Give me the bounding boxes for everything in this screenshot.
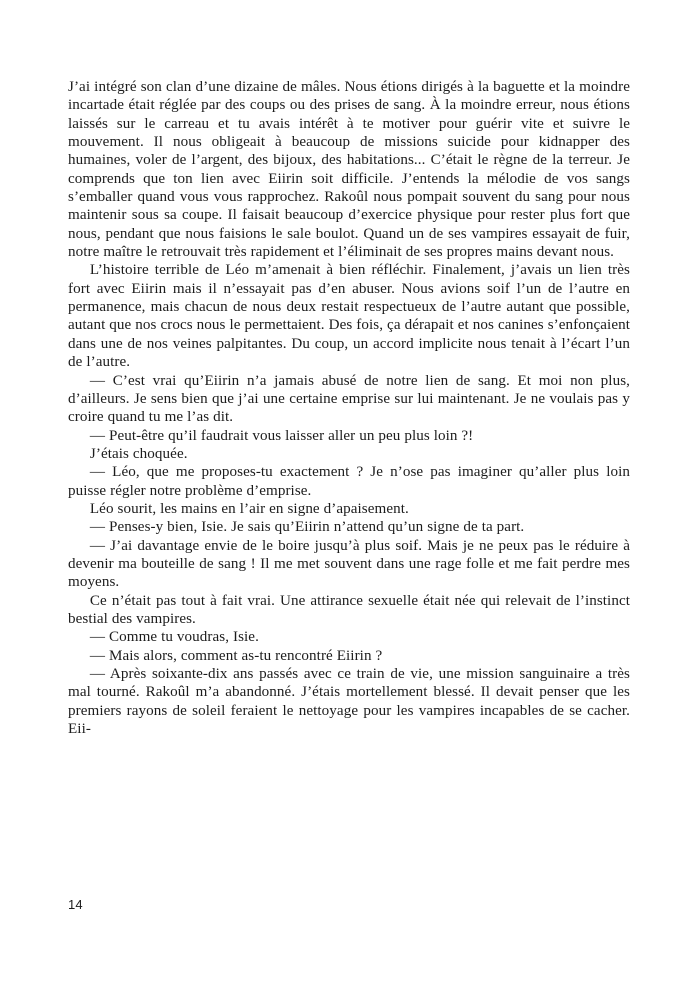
- paragraph-dialogue: — Mais alors, comment as-tu rencontré Eiirin ?: [89, 647, 383, 664]
- paragraph-dialogue: — Penses-y bien, Isie. Je sais qu’Eiirin n’attend qu’un signe de ta part.: [89, 519, 525, 536]
- paragraph-narration: Ce n’était pas tout à fait vrai. Une attirance sexuelle était née qui relevait de l’instinct bestial des vampires.: [68, 592, 630, 627]
- paragraph-narration: Léo sourit, les mains en l’air en signe d’apaisement.: [89, 500, 409, 517]
- page-text-block: [68, 78, 630, 738]
- paragraph-continued: J’ai intégré son clan d’une dizaine de mâles. Nous étions dirigés à la baguette et la moindre incartade était réglée par des coups ou des prises de sang. À la moindre erreur, nous étions laissés sur le carreau et tu avais intérêt à te motiver pour guérir vite et suivre le mouvement. Il nous obligeait à beaucoup de missions suicide pour kidnapper des humaines, voler de l’argent, des bijoux, des habitations... C’était le règne de la terreur. Je comprends que ton lien avec Eiirin soit difficile. J’entends la mélodie de vos sangs s’emballer quand vous vous rapprochez. Rakoûl nous pompait souvent du sang pour nous maintenir sous sa coupe. Il faisait beaucoup d’exercice physique pour rester plus fort que nous, pendant que nous faisions le sale boulot. Quand un de ses vampires essayait de fuir, notre maître le retrouvait très rapidement et l’éliminait de ses propres mains devant nous.: [68, 79, 630, 261]
- page-number: 14: [68, 897, 83, 912]
- paragraph-dialogue: — Comme tu voudras, Isie.: [89, 629, 259, 646]
- paragraph-dialogue: — J’ai davantage envie de le boire jusqu’à plus soif. Mais je ne peux pas le réduire à devenir ma bouteille de sang ! Il me met souvent dans une rage folle et me fait perdre mes moyens.: [68, 537, 630, 591]
- paragraph-dialogue: — Peut-être qu’il faudrait vous laisser aller un peu plus loin ?!: [89, 427, 474, 444]
- paragraph-narration: L’histoire terrible de Léo m’amenait à bien réfléchir. Finalement, j’avais un lien très fort avec Eiirin mais il n’essayait pas d’en abuser. Nous avions soif l’un de l’autre en permanence, mais chacun de nous deux restait respectueux de l’autre autant que possible, autant que nos crocs nous le permettaient. Des fois, ça dérapait et nos canines s’enfonçaient dans une de nos veines palpitantes. Du coup, un accord implicite nous tenait à l’écart l’un de l’autre.: [68, 262, 630, 371]
- paragraph-narration: J’étais choquée.: [89, 445, 188, 462]
- paragraph-dialogue: — C’est vrai qu’Eiirin n’a jamais abusé de notre lien de sang. Et moi non plus, d’ailleurs. Je sens bien que j’ai une certaine emprise sur lui maintenant. Je ne voulais pas y croire quand tu me l’as dit.: [68, 372, 630, 426]
- paragraph-dialogue-continues-next-page: — Après soixante-dix ans passés avec ce train de vie, une mission sanguinaire a très mal tourné. Rakoûl m’a abandonné. J’étais mortellement blessé. Il devait penser que les premiers rayons de soleil feraient le nettoyage pour les vampires incapables de se cacher. Eii-: [68, 666, 630, 738]
- paragraph-dialogue: — Léo, que me proposes-tu exactement ? Je n’ose pas imaginer qu’aller plus loin puisse régler notre problème d’emprise.: [68, 464, 630, 499]
